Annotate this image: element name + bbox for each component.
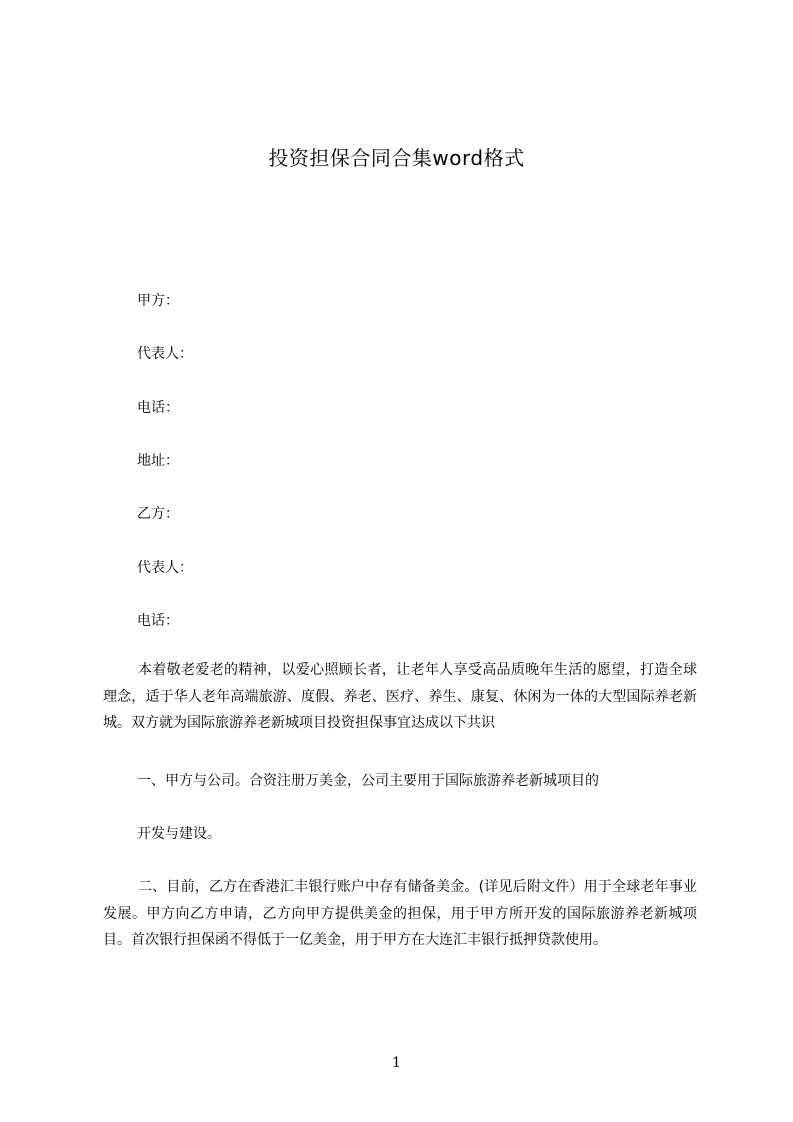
party-a-phone-label: 电话： <box>137 400 179 416</box>
party-a-label: 甲方： <box>137 293 179 309</box>
clause-1-line-1: 一、甲方与公司。合资注册万美金，公司主要用于国际旅游养老新城项目的 <box>137 773 599 789</box>
party-b-representative-label: 代表人： <box>137 560 193 576</box>
clause-2-paragraph: 二、目前，乙方在香港汇丰银行账户中存有储备美金。(详见后附文件）用于全球老年事业发展。甲方向乙方申请，乙方向甲方提供美金的担保，用于甲方所开发的国际旅游养老新城项目。首次银行担保函不得低于一亿美金，用于甲方在大连汇丰银行抵押贷款使用。 <box>103 879 697 948</box>
intro-paragraph: 本着敬老爱老的精神，以爱心照顾长者，让老年人享受高品质晚年生活的愿望，打造全球理念，适于华人老年高端旅游、度假、养老、医疗、养生、康复、休闲为一体的大型国际养老新城。双方就为国际旅游养老新城项目投资担保事宜达成以下共识 <box>103 662 697 731</box>
party-b-phone-label: 电话： <box>137 613 179 629</box>
clause-1-line-2: 开发与建设。 <box>137 826 221 842</box>
party-a-address-label: 地址： <box>137 453 179 469</box>
page-number: 1 <box>392 1055 401 1071</box>
party-b-label: 乙方： <box>137 506 179 522</box>
document-title: 投资担保合同合集word格式 <box>268 146 525 170</box>
party-a-representative-label: 代表人： <box>137 346 193 362</box>
